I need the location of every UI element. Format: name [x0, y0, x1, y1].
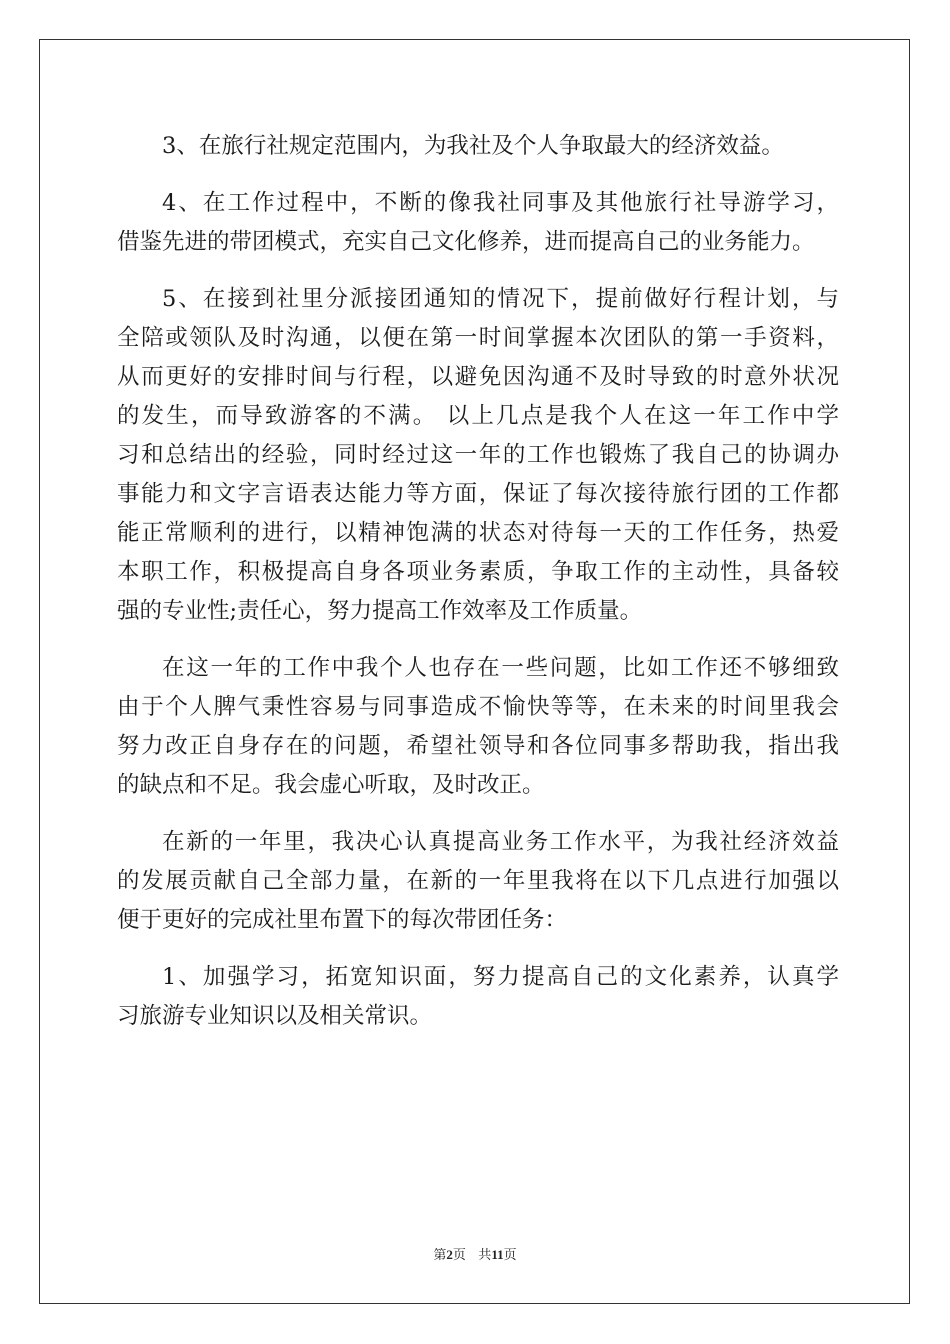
- text-line: 本职工作，积极提高自身各项业务素质，争取工作的主动性，具备较: [117, 559, 839, 585]
- text-line: 5、在接到社里分派接团通知的情况下，提前做好行程计划，与: [162, 286, 839, 312]
- paragraph-spacing: [117, 940, 839, 958]
- text-line: 习旅游专业知识以及相关常识。: [117, 1003, 433, 1029]
- text-line: 事能力和文字言语表达能力等方面，保证了每次接待旅行团的工作都: [117, 481, 839, 507]
- text-line: 能正常顺利的进行，以精神饱满的状态对待每一天的工作任务，热爱: [117, 520, 839, 546]
- paragraph: [117, 280, 839, 631]
- page-number: 2: [446, 1247, 453, 1262]
- total-prefix: 共: [478, 1248, 492, 1263]
- text-line: 的发生，而导致游客的不满。 以上几点是我个人在这一年工作中学: [117, 403, 839, 429]
- paragraph-spacing: [117, 262, 839, 280]
- text-line: 的缺点和不足。我会虚心听取，及时改正。: [117, 772, 545, 798]
- page-footer: [0, 1244, 950, 1263]
- text-line: 全陪或领队及时沟通，以便在第一时间掌握本次团队的第一手资料，: [117, 325, 839, 351]
- text-line: 强的专业性;责任心，努力提高工作效率及工作质量。: [117, 598, 643, 624]
- total-pages: 11: [491, 1247, 504, 1262]
- text-line: 3、在旅行社规定范围内，为我社及个人争取最大的经济效益。: [162, 133, 784, 159]
- text-line: 的发展贡献自己全部力量，在新的一年里我将在以下几点进行加强以: [117, 868, 839, 894]
- page-suffix: 页: [452, 1248, 466, 1263]
- paragraph: [117, 823, 839, 940]
- text-line: 1、加强学习，拓宽知识面，努力提高自己的文化素养，认真学: [162, 964, 839, 990]
- paragraph: [117, 127, 839, 166]
- paragraph: [117, 649, 839, 805]
- text-line: 习和总结出的经验，同时经过这一年的工作也锻炼了我自己的协调办: [117, 442, 839, 468]
- text-line: 努力改正自身存在的问题，希望社领导和各位同事多帮助我，指出我: [117, 733, 839, 759]
- text-line: 4、在工作过程中，不断的像我社同事及其他旅行社导游学习，: [162, 190, 839, 216]
- document-body: [117, 127, 839, 1036]
- text-line: 由于个人脾气秉性容易与同事造成不愉快等等，在未来的时间里我会: [117, 694, 839, 720]
- text-line: 在这一年的工作中我个人也存在一些问题，比如工作还不够细致: [162, 655, 839, 681]
- paragraph-spacing: [117, 166, 839, 184]
- text-line: 从而更好的安排时间与行程，以避免因沟通不及时导致的时意外状况: [117, 364, 839, 390]
- total-suffix: 页: [503, 1248, 517, 1263]
- paragraph: [117, 958, 839, 1036]
- paragraph: [117, 184, 839, 262]
- page-prefix: 第: [433, 1248, 447, 1263]
- paragraph-spacing: [117, 631, 839, 649]
- paragraph-spacing: [117, 805, 839, 823]
- text-line: 借鉴先进的带团模式，充实自己文化修养，进而提高自己的业务能力。: [117, 229, 815, 255]
- text-line: 在新的一年里，我决心认真提高业务工作水平，为我社经济效益: [162, 829, 839, 855]
- text-line: 便于更好的完成社里布置下的每次带团任务：: [117, 907, 568, 933]
